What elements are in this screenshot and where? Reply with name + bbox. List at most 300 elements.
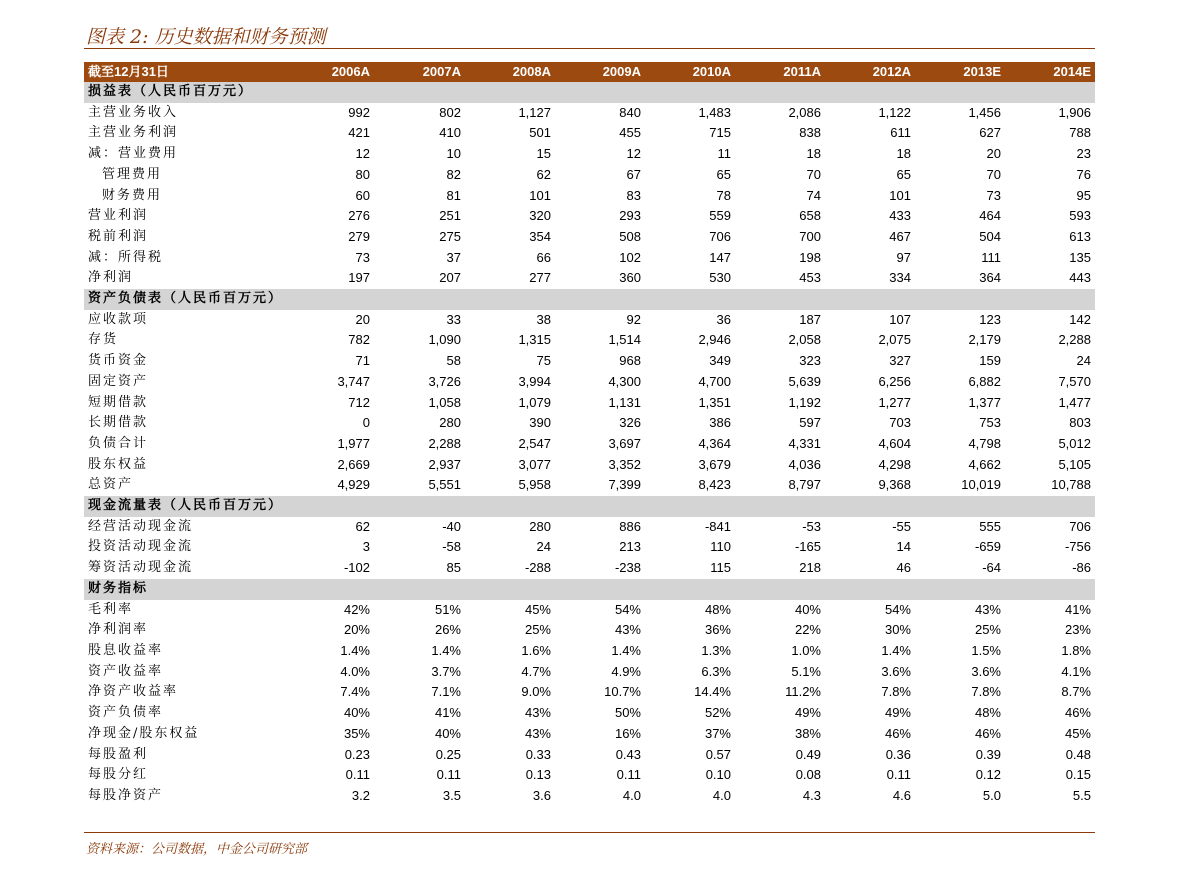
table-cell: 4.0% xyxy=(340,663,370,679)
table-cell: 280 xyxy=(529,518,551,534)
table-cell: 10,019 xyxy=(961,477,1001,493)
table-cell: -53 xyxy=(802,518,821,534)
table-cell: 46 xyxy=(896,560,911,576)
row-label: 存货 xyxy=(88,332,119,348)
table-cell: 5,551 xyxy=(428,477,461,493)
table-cell: 48% xyxy=(704,601,731,617)
table-cell: 279 xyxy=(348,228,370,244)
table-cell: 0.15 xyxy=(1065,767,1091,783)
table-cell: 1.4% xyxy=(881,642,911,658)
table-cell: 10.7% xyxy=(604,684,641,700)
table-cell: 597 xyxy=(799,415,821,431)
table-cell: 0.49 xyxy=(795,746,821,762)
top-rule xyxy=(84,48,1095,49)
year-2013: 2013E xyxy=(915,62,1005,82)
table-row xyxy=(84,662,1095,683)
table-cell: 70 xyxy=(986,166,1001,182)
table-cell: 326 xyxy=(619,415,641,431)
table-cell: 715 xyxy=(709,125,731,141)
table-cell: 4,298 xyxy=(878,456,911,472)
table-cell: 5,958 xyxy=(518,477,551,493)
table-cell: 107 xyxy=(889,311,911,327)
year-2012: 2012A xyxy=(825,62,915,82)
table-cell: 80 xyxy=(355,166,370,182)
row-label: 主营业务利润 xyxy=(88,125,179,141)
table-cell: 54% xyxy=(884,601,911,617)
table-row xyxy=(84,351,1095,372)
table-row xyxy=(84,517,1095,538)
table-cell: 52% xyxy=(704,705,731,721)
table-cell: 5.5 xyxy=(1072,787,1091,803)
table-cell: 712 xyxy=(348,394,370,410)
year-2007: 2007A xyxy=(374,62,465,82)
table-cell: 4,798 xyxy=(968,435,1001,451)
table-cell: 1,977 xyxy=(337,435,370,451)
table-cell: -756 xyxy=(1064,539,1091,555)
table-cell: 1.4% xyxy=(431,642,461,658)
table-cell: 115 xyxy=(710,560,731,576)
table-row xyxy=(84,455,1095,476)
table-cell: 62 xyxy=(355,518,370,534)
table-cell: 782 xyxy=(348,332,370,348)
source-note: 资料来源：公司数据，中金公司研究部 xyxy=(86,842,308,857)
table-cell: 50% xyxy=(614,705,641,721)
table-cell: 4,036 xyxy=(788,456,821,472)
table-cell: 4.7% xyxy=(521,663,551,679)
table-cell: 45% xyxy=(524,601,551,617)
row-label: 资产收益率 xyxy=(88,663,164,679)
table-cell: 4.0 xyxy=(622,787,641,803)
table-cell: 92 xyxy=(626,311,641,327)
year-2010: 2010A xyxy=(645,62,735,82)
table-cell: 5.0 xyxy=(982,787,1001,803)
table-cell: -165 xyxy=(794,539,821,555)
table-cell: 38% xyxy=(794,725,821,741)
table-cell: 46% xyxy=(884,725,911,741)
table-cell: 0.12 xyxy=(975,767,1001,783)
table-row xyxy=(84,558,1095,579)
table-cell: 73 xyxy=(986,187,1001,203)
table-cell: 788 xyxy=(1069,125,1091,141)
table-cell: 6,256 xyxy=(878,373,911,389)
table-cell: 455 xyxy=(619,125,641,141)
table-cell: 71 xyxy=(355,353,370,369)
section-header-row xyxy=(84,289,1095,310)
table-cell: 142 xyxy=(1069,311,1091,327)
table-body xyxy=(84,82,1095,807)
table-cell: -102 xyxy=(343,560,370,576)
table-row xyxy=(84,393,1095,414)
table-cell: 2,946 xyxy=(698,332,731,348)
table-cell: 3,697 xyxy=(608,435,641,451)
table-row xyxy=(84,745,1095,766)
row-label: 固定资产 xyxy=(88,373,149,389)
table-row xyxy=(84,227,1095,248)
section-header-row xyxy=(84,496,1095,517)
table-cell: 1,456 xyxy=(968,104,1001,120)
section-title: 现金流量表（人民币百万元） xyxy=(84,496,1095,517)
table-row xyxy=(84,786,1095,807)
table-cell: 4,331 xyxy=(788,435,821,451)
table-cell: 1.3% xyxy=(701,642,731,658)
table-cell: 40% xyxy=(434,725,461,741)
table-cell: 159 xyxy=(979,353,1001,369)
section-title: 财务指标 xyxy=(84,579,1095,600)
row-label: 每股盈利 xyxy=(88,746,149,762)
row-label: 营业利润 xyxy=(88,208,149,224)
table-cell: -238 xyxy=(614,560,641,576)
row-label: 每股分红 xyxy=(88,767,149,783)
table-row xyxy=(84,103,1095,124)
table-cell: 1.8% xyxy=(1061,642,1091,658)
row-label: 经营活动现金流 xyxy=(88,518,194,534)
table-cell: 3.2 xyxy=(351,787,370,803)
row-label: 股息收益率 xyxy=(88,642,164,658)
row-label: 货币资金 xyxy=(88,353,149,369)
table-cell: 4,364 xyxy=(698,435,731,451)
table-cell: 334 xyxy=(889,270,911,286)
table-row xyxy=(84,641,1095,662)
table-cell: 213 xyxy=(619,539,641,555)
table-cell: 48% xyxy=(974,705,1001,721)
section-header-row xyxy=(84,82,1095,103)
table-cell: 4.3 xyxy=(802,787,821,803)
table-cell: 706 xyxy=(1069,518,1091,534)
table-cell: 3.5 xyxy=(442,787,461,803)
table-cell: 354 xyxy=(529,228,551,244)
table-cell: 8.7% xyxy=(1061,684,1091,700)
row-label: 投资活动现金流 xyxy=(88,539,194,555)
table-row xyxy=(84,268,1095,289)
table-cell: 102 xyxy=(619,249,641,265)
table-row xyxy=(84,475,1095,496)
table-cell: 0.33 xyxy=(525,746,551,762)
table-cell: 467 xyxy=(889,228,911,244)
table-cell: 2,288 xyxy=(428,435,461,451)
table-cell: 23% xyxy=(1064,622,1091,638)
table-cell: 5,639 xyxy=(788,373,821,389)
table-cell: 41% xyxy=(1064,601,1091,617)
row-label: 减：营业费用 xyxy=(88,146,179,162)
table-cell: 7.8% xyxy=(971,684,1001,700)
table-cell: -86 xyxy=(1072,560,1091,576)
table-cell: 1,090 xyxy=(428,332,461,348)
table-cell: 658 xyxy=(799,208,821,224)
table-cell: 7.4% xyxy=(340,684,370,700)
table-cell: 1,192 xyxy=(788,394,821,410)
table-cell: 2,288 xyxy=(1058,332,1091,348)
table-cell: 0.10 xyxy=(705,767,731,783)
table-cell: 46% xyxy=(974,725,1001,741)
table-cell: 76 xyxy=(1076,166,1091,182)
table-row xyxy=(84,206,1095,227)
table-cell: 3.6% xyxy=(881,663,911,679)
table-cell: -288 xyxy=(524,560,551,576)
table-cell: 0.11 xyxy=(616,767,641,783)
table-cell: 11.2% xyxy=(785,684,821,700)
table-cell: 40% xyxy=(794,601,821,617)
table-cell: 12 xyxy=(626,146,641,162)
table-cell: 1,079 xyxy=(518,394,551,410)
row-label: 财务费用 xyxy=(102,187,163,203)
table-cell: 559 xyxy=(709,208,731,224)
table-cell: 10,788 xyxy=(1051,477,1091,493)
row-label: 总资产 xyxy=(88,477,134,493)
table-cell: 37% xyxy=(704,725,731,741)
table-cell: 703 xyxy=(889,415,911,431)
table-cell: 968 xyxy=(619,353,641,369)
table-cell: 97 xyxy=(896,249,911,265)
table-cell: 6.3% xyxy=(701,663,731,679)
table-cell: 327 xyxy=(889,353,911,369)
table-cell: 323 xyxy=(799,353,821,369)
table-cell: 83 xyxy=(626,187,641,203)
table-cell: 3.6% xyxy=(971,663,1001,679)
year-2014: 2014E xyxy=(1005,62,1095,82)
table-cell: 613 xyxy=(1069,228,1091,244)
table-cell: 410 xyxy=(439,125,461,141)
row-label: 每股净资产 xyxy=(88,787,164,803)
table-row xyxy=(84,724,1095,745)
financial-table xyxy=(84,62,1095,807)
table-cell: 18 xyxy=(896,146,911,162)
table-cell: 4,604 xyxy=(878,435,911,451)
table-cell: 5.1% xyxy=(791,663,821,679)
table-cell: 7.8% xyxy=(881,684,911,700)
section-title: 资产负债表（人民币百万元） xyxy=(84,289,1095,310)
table-cell: 443 xyxy=(1069,270,1091,286)
table-cell: 25% xyxy=(524,622,551,638)
table-cell: 0.48 xyxy=(1065,746,1091,762)
table-cell: 4,662 xyxy=(968,456,1001,472)
table-cell: 4.9% xyxy=(611,663,641,679)
table-cell: 24 xyxy=(1076,353,1091,369)
table-cell: 16% xyxy=(614,725,641,741)
table-cell: 1.6% xyxy=(521,642,551,658)
table-cell: 320 xyxy=(529,208,551,224)
table-cell: 49% xyxy=(794,705,821,721)
table-cell: 66 xyxy=(536,249,551,265)
table-cell: 0.36 xyxy=(885,746,911,762)
table-cell: -841 xyxy=(704,518,731,534)
table-cell: 23 xyxy=(1076,146,1091,162)
table-cell: 4,700 xyxy=(698,373,731,389)
table-cell: 3,077 xyxy=(518,456,551,472)
table-cell: 37 xyxy=(446,249,461,265)
table-cell: 123 xyxy=(979,311,1001,327)
table-cell: 390 xyxy=(529,415,551,431)
table-cell: 275 xyxy=(439,228,461,244)
table-cell: 1.4% xyxy=(340,642,370,658)
row-label: 长期借款 xyxy=(88,415,149,431)
table-row xyxy=(84,765,1095,786)
table-cell: 464 xyxy=(979,208,1001,224)
table-cell: 6,882 xyxy=(968,373,1001,389)
table-cell: 555 xyxy=(979,518,1001,534)
table-cell: 8,797 xyxy=(788,477,821,493)
table-cell: 0.43 xyxy=(615,746,641,762)
table-cell: 501 xyxy=(529,125,551,141)
table-cell: 1.5% xyxy=(971,642,1001,658)
table-cell: 26% xyxy=(434,622,461,638)
table-cell: 2,669 xyxy=(337,456,370,472)
table-cell: 508 xyxy=(619,228,641,244)
table-cell: 2,086 xyxy=(788,104,821,120)
figure-title: 图表 2: 历史数据和财务预测 xyxy=(86,26,326,48)
table-cell: 1,127 xyxy=(518,104,551,120)
row-label: 短期借款 xyxy=(88,394,149,410)
table-cell: 22% xyxy=(794,622,821,638)
table-row xyxy=(84,434,1095,455)
table-cell: 2,179 xyxy=(968,332,1001,348)
table-cell: 43% xyxy=(524,705,551,721)
table-cell: 10 xyxy=(446,146,461,162)
table-cell: 7,570 xyxy=(1058,373,1091,389)
row-label: 负债合计 xyxy=(88,435,149,451)
table-cell: 3,994 xyxy=(518,373,551,389)
table-row xyxy=(84,123,1095,144)
table-cell: 0 xyxy=(362,415,370,431)
table-cell: -55 xyxy=(892,518,911,534)
table-cell: 4,929 xyxy=(337,477,370,493)
table-cell: 60 xyxy=(355,187,370,203)
table-row xyxy=(84,248,1095,269)
table-row xyxy=(84,703,1095,724)
table-cell: 85 xyxy=(446,560,461,576)
table-cell: 1,477 xyxy=(1058,394,1091,410)
table-cell: 67 xyxy=(626,166,641,182)
table-cell: 3 xyxy=(362,539,370,555)
table-row xyxy=(84,165,1095,186)
table-cell: 147 xyxy=(709,249,731,265)
table-cell: 54% xyxy=(614,601,641,617)
table-cell: 1.0% xyxy=(791,642,821,658)
year-2008: 2008A xyxy=(465,62,555,82)
table-cell: 18 xyxy=(806,146,821,162)
table-cell: 838 xyxy=(799,125,821,141)
table-cell: 20% xyxy=(343,622,370,638)
table-cell: 1,277 xyxy=(878,394,911,410)
table-row xyxy=(84,620,1095,641)
table-cell: 277 xyxy=(529,270,551,286)
table-cell: 360 xyxy=(619,270,641,286)
table-cell: 58 xyxy=(446,353,461,369)
table-cell: 20 xyxy=(355,311,370,327)
table-row xyxy=(84,682,1095,703)
table-cell: 24 xyxy=(536,539,551,555)
table-cell: 1,906 xyxy=(1058,104,1091,120)
row-label: 净利润 xyxy=(88,270,134,286)
table-cell: 49% xyxy=(884,705,911,721)
table-cell: 30% xyxy=(884,622,911,638)
table-cell: -40 xyxy=(442,518,461,534)
table-cell: 43% xyxy=(974,601,1001,617)
table-cell: 0.13 xyxy=(525,767,551,783)
table-cell: -659 xyxy=(974,539,1001,555)
table-cell: 197 xyxy=(348,270,370,286)
table-cell: 207 xyxy=(439,270,461,286)
table-cell: 251 xyxy=(439,208,461,224)
table-cell: 433 xyxy=(889,208,911,224)
row-label: 股东权益 xyxy=(88,456,149,472)
table-cell: 0.11 xyxy=(436,767,461,783)
table-row xyxy=(84,600,1095,621)
table-cell: 14.4% xyxy=(694,684,731,700)
table-cell: 45% xyxy=(1064,725,1091,741)
table-row xyxy=(84,310,1095,331)
table-cell: 611 xyxy=(890,125,911,141)
row-label: 资产负债率 xyxy=(88,705,164,721)
table-cell: 700 xyxy=(799,228,821,244)
row-label: 净资产收益率 xyxy=(88,684,179,700)
table-cell: 187 xyxy=(799,311,821,327)
table-cell: 0.57 xyxy=(705,746,731,762)
table-row xyxy=(84,413,1095,434)
table-cell: 40% xyxy=(343,705,370,721)
table-cell: 1,315 xyxy=(518,332,551,348)
table-cell: 421 xyxy=(348,125,370,141)
table-cell: 1,131 xyxy=(608,394,641,410)
table-cell: 1,122 xyxy=(878,104,911,120)
table-cell: 1.4% xyxy=(611,642,641,658)
table-cell: 82 xyxy=(446,166,461,182)
table-cell: 9.0% xyxy=(521,684,551,700)
table-cell: 3,352 xyxy=(608,456,641,472)
table-cell: 4.6 xyxy=(892,787,911,803)
table-cell: 453 xyxy=(799,270,821,286)
table-cell: 0.11 xyxy=(345,767,370,783)
table-cell: 110 xyxy=(710,539,731,555)
table-cell: 20 xyxy=(986,146,1001,162)
section-header-row xyxy=(84,579,1095,600)
table-cell: 3.7% xyxy=(431,663,461,679)
table-cell: 280 xyxy=(439,415,461,431)
table-cell: 504 xyxy=(979,228,1001,244)
year-2011: 2011A xyxy=(735,62,825,82)
table-cell: 7.1% xyxy=(431,684,461,700)
table-cell: 4.0 xyxy=(712,787,731,803)
table-cell: 1,377 xyxy=(968,394,1001,410)
year-2006: 2006A xyxy=(276,62,374,82)
year-2009: 2009A xyxy=(555,62,645,82)
table-row xyxy=(84,186,1095,207)
header-label: 截至12月31日 xyxy=(84,62,276,82)
table-row xyxy=(84,537,1095,558)
table-cell: 1,483 xyxy=(698,104,731,120)
table-cell: 349 xyxy=(709,353,731,369)
table-cell: 0.39 xyxy=(975,746,1001,762)
table-cell: 1,351 xyxy=(698,394,731,410)
row-label: 净利润率 xyxy=(88,622,149,638)
table-cell: 593 xyxy=(1069,208,1091,224)
table-cell: 42% xyxy=(343,601,370,617)
table-cell: 36% xyxy=(704,622,731,638)
table-cell: 65 xyxy=(896,166,911,182)
table-cell: 62 xyxy=(536,166,551,182)
table-cell: 840 xyxy=(619,104,641,120)
table-cell: 135 xyxy=(1069,249,1091,265)
table-cell: 74 xyxy=(806,187,821,203)
row-label: 筹资活动现金流 xyxy=(88,560,194,576)
table-cell: 992 xyxy=(348,104,370,120)
row-label: 主营业务收入 xyxy=(88,104,179,120)
table-row xyxy=(84,144,1095,165)
table-cell: 1,058 xyxy=(428,394,461,410)
table-cell: 0.23 xyxy=(344,746,370,762)
table-cell: 36 xyxy=(716,311,731,327)
table-cell: 41% xyxy=(434,705,461,721)
table-cell: 101 xyxy=(529,187,551,203)
